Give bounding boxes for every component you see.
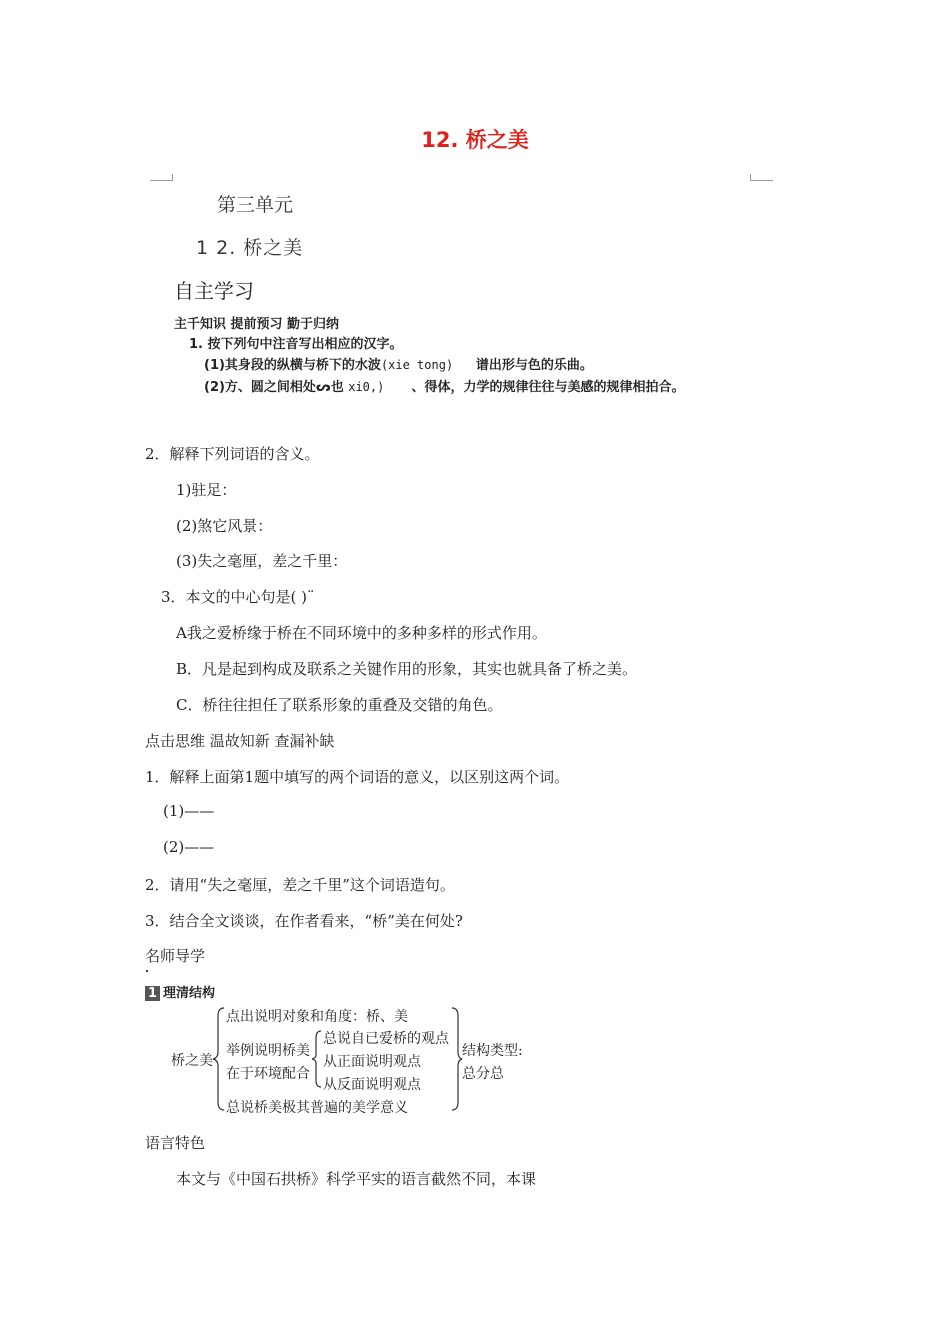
review-3: 3．结合全文谈谈，在作者看来，“桥”美在何处? [145,912,463,930]
lesson-subtitle: 1 2. 桥之美 [196,237,304,259]
pinyin: xi0,) [348,380,385,394]
structure-type-value: 总分总 [462,1066,504,1082]
review-1: 1．解释上面第1题中填写的两个词语的意义，以区别这两个词。 [145,768,570,786]
question-2c: (3)失之毫厘，差之千里： [176,552,348,570]
structure-type-label: 结构类型: [462,1043,523,1059]
section-heading-4: 语言特色 [145,1134,206,1152]
branch-3: 总说桥美极其普遍的美学意义 [226,1100,408,1116]
page-title: 12. 桥之美 [421,128,529,152]
branch-1: 点出说明对象和角度：桥、美 [226,1009,408,1025]
branch-2a: 举例说明桥美 [226,1043,310,1059]
question-1b-tail: 、得体，力学的规律往往与美感的规律相拍合。 [411,380,685,395]
review-1b: (2)—— [163,838,215,856]
sub-branch-2: 从正面说明观点 [323,1054,421,1070]
question-3: 3．本文的中心句是( )¨ [161,588,315,606]
option-b: B．凡是起到构成及联系之关键作用的形象，其实也就具备了桥之美。 [176,660,638,678]
question-2b: (2)煞它风景： [176,517,273,535]
question-1b-text: (2)方、圆之间相处ᔕ也 [204,380,344,395]
section-heading-2: 点击思维 温故知新 查漏补缺 [145,732,335,750]
question-2: 2．解释下列词语的含义。 [145,445,320,463]
branch-2b: 在于环境配合 [226,1066,310,1082]
question-2a: 1)驻足： [176,481,237,499]
sub-branch-3: 从反面说明观点 [323,1077,421,1093]
slogan: 主千知识 提前预习 勤于归纳 [174,317,340,332]
tag-label: 理清结构 [163,986,216,1001]
question-1: 1. 按下列句中注音写出相应的汉字。 [189,337,403,352]
section-heading-3: 名师导学 [145,947,206,965]
middle-brace [312,1031,321,1087]
review-2: 2．请用“失之毫厘，差之千里”这个词语造句。 [145,876,455,894]
option-a: A我之爱桥缘于桥在不同环境中的多种多样的形式作用。 [176,624,547,642]
sub-branch-1: 总说自已爱桥的观点 [323,1031,449,1047]
body-paragraph: 本文与《中国石拱桥》科学平实的语言截然不同，本课 [176,1170,537,1188]
right-brace [452,1008,462,1110]
tag-number: 1 [145,986,160,1001]
unit-heading: 第三单元 [217,194,294,216]
section-heading: 自主学习 [174,279,254,303]
diagram-root: 桥之美 [171,1053,213,1069]
pinyin: (xie tong) [380,358,454,372]
option-c: C．桥往往担任了联系形象的重叠及交错的角色。 [176,696,503,714]
question-1a-tail: 谱出形与色的乐曲。 [475,358,593,373]
question-1a-text: (1)其身段的纵横与桥下的水波 [204,358,381,373]
left-brace [213,1008,224,1110]
review-1a: (1)—— [163,802,215,820]
